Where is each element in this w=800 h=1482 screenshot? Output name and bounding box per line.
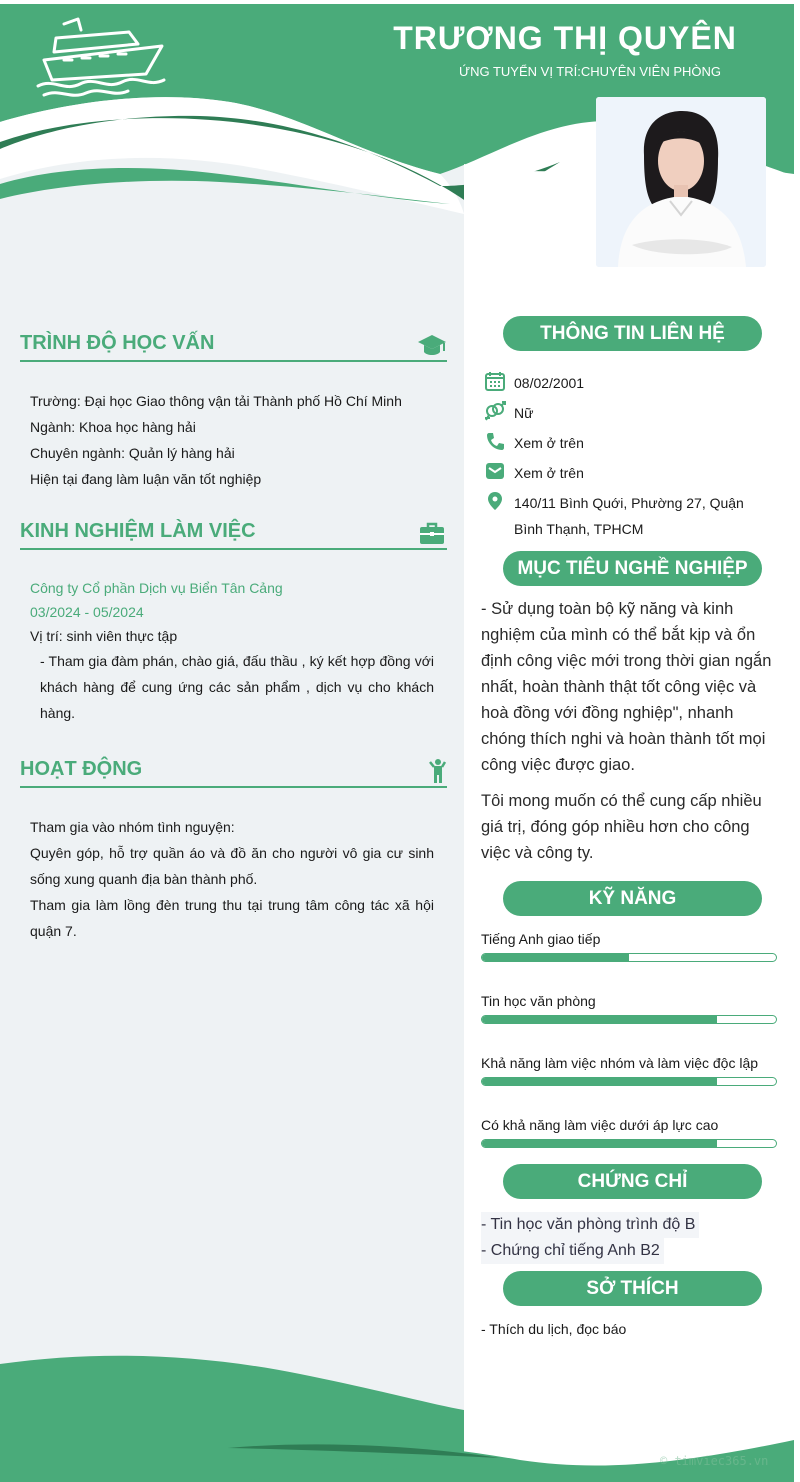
contact-gender: Nữ [514, 405, 534, 421]
graduation-cap-icon [417, 332, 447, 358]
activities-details [30, 814, 434, 944]
skill-label: Tin học văn phòng [481, 993, 596, 1009]
calendar-icon [484, 370, 506, 392]
experience-title: KINH NGHIỆM LÀM VIỆC [20, 520, 256, 542]
phone-icon [484, 430, 506, 452]
objective-paragraph: - Sử dụng toàn bộ kỹ năng và kinh nghiệm của mình có thể bắt kịp và ổn định công việc mới trong thời gian ngắn nhất, hoàn thành thật tốt công việc và hoà đồng với đồng nghiệp", nhanh chóng thích nghi và hoàn thành tốt mọi công việc được giao. [481, 600, 772, 774]
person-icon [417, 758, 447, 784]
certificates-list [481, 1212, 699, 1264]
skill-bar-fill [482, 954, 629, 961]
skill-bar [481, 1139, 777, 1148]
experience-section-header [20, 520, 447, 550]
activities-title: HOẠT ĐỘNG [20, 758, 143, 780]
location-pin-icon [484, 490, 506, 512]
email-icon [484, 460, 506, 482]
education-status: Hiện tại đang làm luận văn tốt nghiệp [30, 471, 262, 487]
certificate-item: - Chứng chỉ tiếng Anh B2 [481, 1238, 664, 1264]
skill-label: Tiếng Anh giao tiếp [481, 931, 601, 947]
watermark: © timviec365.vn [660, 1454, 769, 1468]
cv-document [0, 4, 794, 1482]
activity-line: Quyên góp, hỗ trợ quần áo và đồ ăn cho người vô gia cư sinh sống xung quanh địa bàn thành phố. [30, 845, 434, 887]
skills-section-title: KỸ NĂNG [503, 881, 762, 916]
experience-company: Công ty Cổ phần Dịch vụ Biển Tân Cảng [30, 580, 283, 596]
skill-label: Có khả năng làm việc dưới áp lực cao [481, 1117, 719, 1133]
skill-bar [481, 1015, 777, 1024]
experience-period: 03/2024 - 05/2024 [30, 604, 144, 620]
experience-details [30, 576, 434, 726]
hobbies-section-title: SỞ THÍCH [503, 1271, 762, 1306]
activity-line: Tham gia vào nhóm tình nguyện: [30, 819, 235, 835]
education-major: Ngành: Khoa học hàng hải [30, 419, 196, 435]
education-school: Trường: Đại học Giao thông vận tải Thành phố Hồ Chí Minh [30, 393, 402, 409]
contact-email: Xem ở trên [514, 465, 584, 481]
contact-section-title: THÔNG TIN LIÊN HỆ [503, 316, 762, 351]
education-section-header [20, 332, 447, 362]
skill-item [481, 993, 779, 1013]
contact-phone: Xem ở trên [514, 435, 584, 451]
applied-position: ỨNG TUYỂN VỊ TRÍ:CHUYÊN VIÊN PHÒNG [459, 64, 721, 79]
ship-icon [34, 16, 172, 98]
skill-bar-fill [482, 1078, 717, 1085]
skill-bar-fill [482, 1016, 717, 1023]
contact-birthday: 08/02/2001 [514, 375, 585, 391]
briefcase-icon [417, 520, 447, 546]
candidate-name: TRƯƠNG THỊ QUYÊN [393, 20, 737, 56]
skill-label: Khả năng làm việc nhóm và làm việc độc lập [481, 1055, 759, 1071]
activities-section-header [20, 758, 447, 788]
certificates-section-title: CHỨNG CHỈ [503, 1164, 762, 1199]
education-details [30, 388, 434, 492]
objective-text [481, 596, 781, 876]
experience-role: Vị trí: sinh viên thực tập [30, 628, 178, 644]
hobbies-text: - Thích du lịch, đọc báo [481, 1321, 627, 1337]
skill-item [481, 1055, 779, 1075]
profile-avatar-illustration [596, 97, 766, 267]
objective-paragraph: Tôi mong muốn có thể cung cấp nhiều giá trị, đóng góp nhiều hơn cho công việc và công ty. [481, 792, 762, 862]
gender-icon [484, 400, 506, 422]
education-title: TRÌNH ĐỘ HỌC VẤN [20, 332, 215, 354]
skill-bar [481, 1077, 777, 1086]
skill-item [481, 1117, 779, 1137]
objective-section-title: MỤC TIÊU NGHỀ NGHIỆP [503, 551, 762, 586]
contact-address: 140/11 Bình Quới, Phường 27, Quận Bình Thạnh, TPHCM [514, 495, 744, 537]
activity-line: Tham gia làm lồng đèn trung thu tại trung tâm công tác xã hội quận 7. [30, 897, 434, 939]
profile-photo [596, 97, 766, 267]
skill-bar-fill [482, 1140, 717, 1147]
education-specialization: Chuyên ngành: Quản lý hàng hải [30, 445, 235, 461]
certificate-item: - Tin học văn phòng trình độ B [481, 1212, 699, 1238]
experience-description: - Tham gia đàm phán, chào giá, đấu thầu , ký kết hợp đồng với khách hàng để cung ứng các sản phẩm , dịch vụ cho khách hàng. [40, 653, 434, 721]
skill-bar [481, 953, 777, 962]
skill-item [481, 931, 779, 951]
